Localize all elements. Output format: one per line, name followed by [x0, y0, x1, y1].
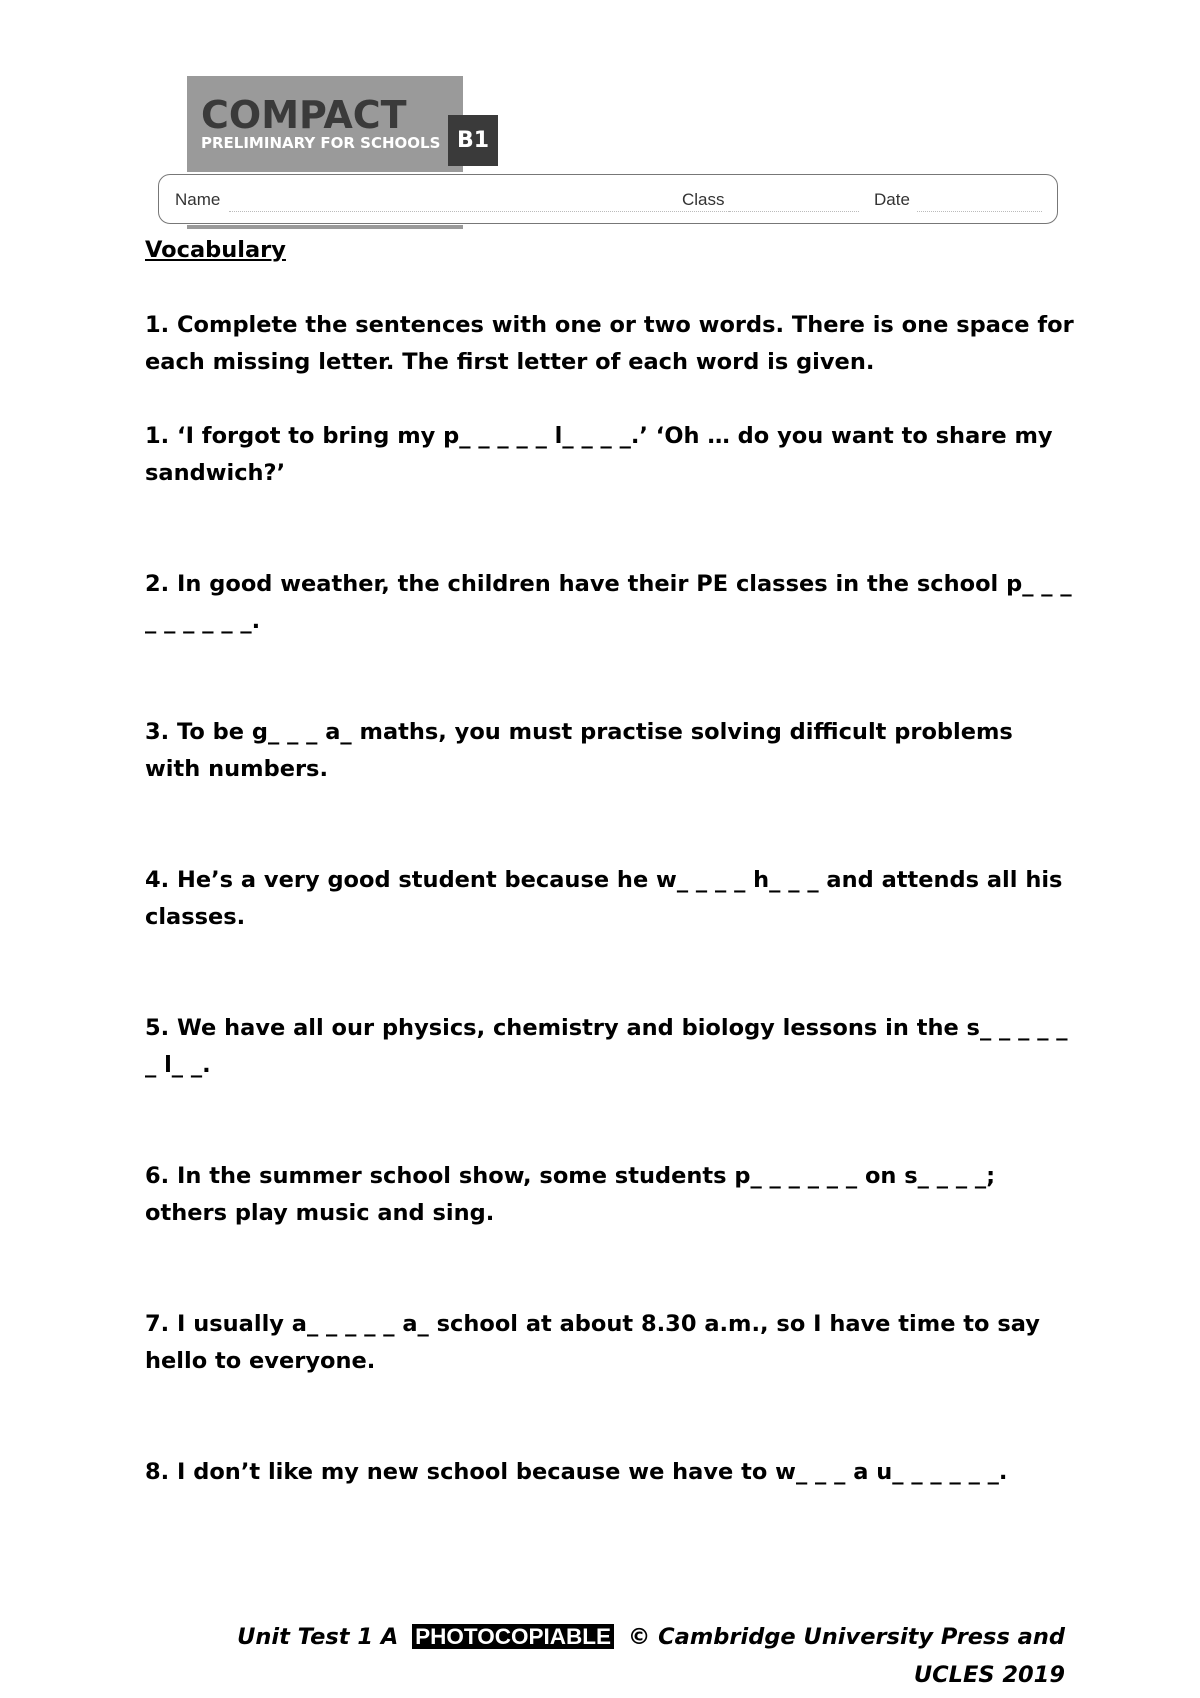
question-7: 7. I usually a_ _ _ _ _ a_ school at about 8.30 a.m., so I have time to say hello to everyone.	[145, 1311, 1040, 1374]
unit-label: Unit Test 1 A	[237, 1624, 399, 1650]
question-3: 3. To be g_ _ _ a_ maths, you must practise solving difficult problems with numbers.	[145, 719, 1013, 782]
header-underline	[187, 225, 463, 229]
brand-logo	[187, 76, 463, 172]
question-8: 8. I don’t like my new school because we have to w_ _ _ a u_ _ _ _ _ _.	[145, 1459, 1008, 1485]
photocopiable-badge: PHOTOCOPIABLE	[412, 1624, 614, 1649]
class-line[interactable]	[729, 211, 859, 212]
worksheet-content	[145, 232, 1075, 1491]
copyright-text: © Cambridge University Press and	[627, 1624, 1065, 1650]
footer-line-2: UCLES 2019	[913, 1662, 1065, 1688]
exercise-instructions: 1. Complete the sentences with one or two words. There is one space for each missing letter. The first letter of each word is given.	[145, 312, 1074, 375]
page-footer	[165, 1618, 1065, 1694]
question-6: 6. In the summer school show, some students p_ _ _ _ _ _ on s_ _ _ _; others play music and sing.	[145, 1163, 996, 1226]
question-1: 1. ‘I forgot to bring my p_ _ _ _ _ l_ _ _ _.’ ‘Oh … do you want to share my sandwich?’	[145, 423, 1053, 486]
class-label: Class	[682, 190, 725, 209]
section-title: Vocabulary	[145, 237, 286, 263]
level-badge: B1	[448, 115, 498, 166]
footer-line-1	[165, 1618, 1065, 1656]
brand-title: COMPACT	[201, 93, 407, 137]
name-label: Name	[175, 190, 221, 209]
brand-subtitle: PRELIMINARY FOR SCHOOLS	[201, 134, 441, 152]
date-label: Date	[874, 190, 910, 209]
question-2: 2. In good weather, the children have their PE classes in the school p_ _ _ _ _ _ _ _ _.	[145, 571, 1072, 634]
date-line[interactable]	[917, 211, 1042, 212]
student-info-box	[158, 174, 1058, 224]
question-4: 4. He’s a very good student because he w_ _ _ _ h_ _ _ and attends all his classes.	[145, 867, 1063, 930]
question-5: 5. We have all our physics, chemistry and biology lessons in the s_ _ _ _ _ _ l_ _.	[145, 1015, 1068, 1078]
